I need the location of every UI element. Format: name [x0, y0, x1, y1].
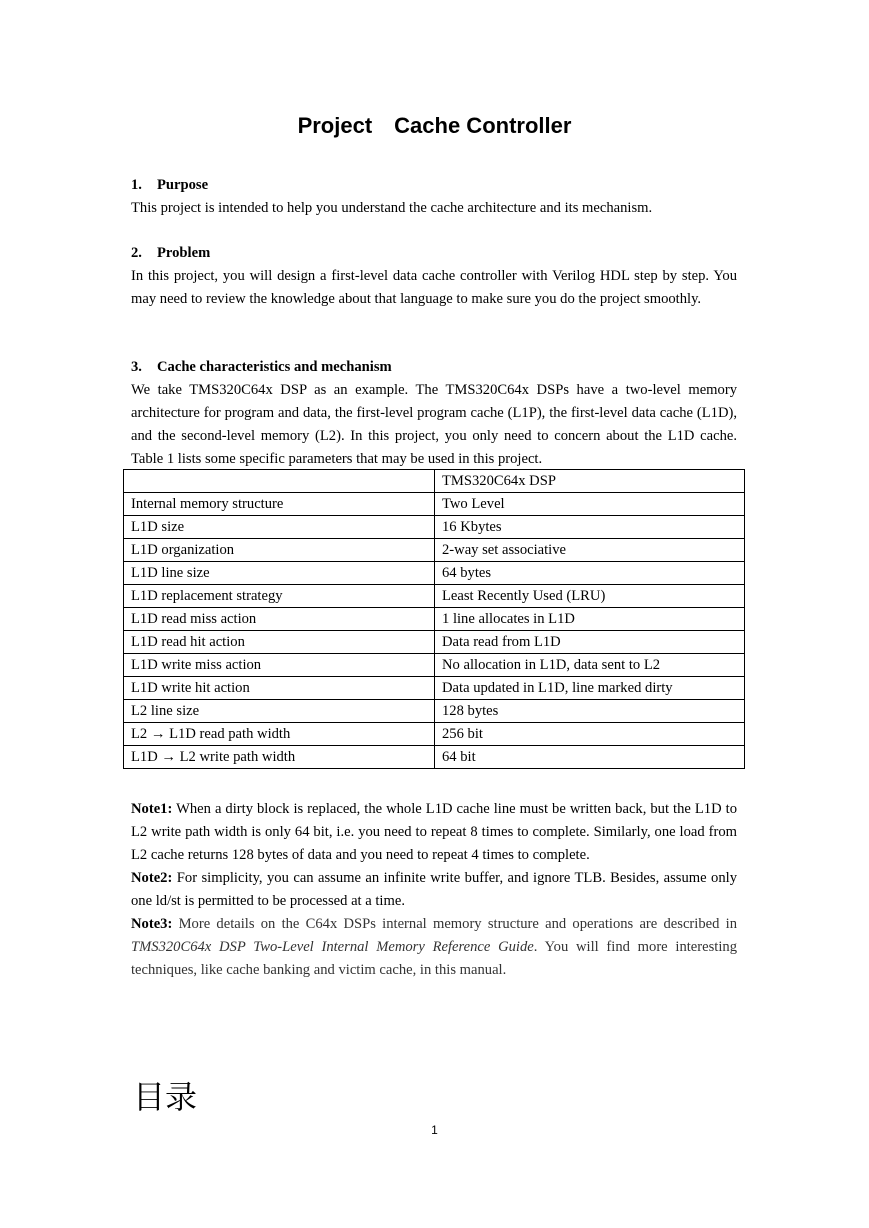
table-cell: L1D replacement strategy: [124, 585, 435, 608]
section-cache-characteristics: [131, 356, 737, 471]
table-header-row: [124, 470, 745, 493]
table-cell: 64 bit: [435, 746, 745, 769]
table-row: [124, 631, 745, 654]
table-cell: L1D write miss action: [124, 654, 435, 677]
table-cell: L1D read hit action: [124, 631, 435, 654]
page-number: 1: [431, 1123, 438, 1137]
table-cell: Data read from L1D: [435, 631, 745, 654]
table-cell: Least Recently Used (LRU): [435, 585, 745, 608]
table-cell: 2-way set associative: [435, 539, 745, 562]
toc-heading: 目录: [133, 1078, 198, 1116]
table-cell: L1D size: [124, 516, 435, 539]
table-row: [124, 608, 745, 631]
title-part-2: Cache Controller: [394, 113, 572, 138]
title-part-1: Project: [297, 113, 373, 138]
table-row: [124, 539, 745, 562]
table-cell: 16 Kbytes: [435, 516, 745, 539]
table-cell: Data updated in L1D, line marked dirty: [435, 677, 745, 700]
table-cell: 256 bit: [435, 723, 745, 746]
table-row: [124, 654, 745, 677]
page-title: [0, 113, 869, 139]
table-cell: L1D → L2 write path width: [124, 746, 435, 769]
table-cell: L1D organization: [124, 539, 435, 562]
reference-guide-title: TMS320C64x DSP Two-Level Internal Memory Reference Guide: [131, 939, 534, 955]
section-purpose: [131, 174, 737, 220]
parameters-table: [123, 469, 745, 769]
table-cell: No allocation in L1D, data sent to L2: [435, 654, 745, 677]
note-3: Note3: More details on the C64x DSPs internal memory structure and operations are described in TMS320C64x DSP Two-Level Internal Memory Reference Guide. You will find more interesting techniques, like cache banking and victim cache, in this manual.: [131, 916, 737, 978]
table-cell: [124, 470, 435, 493]
note-2: Note2: For simplicity, you can assume an infinite write buffer, and ignore TLB. Besides, assume only one ld/st is permitted to be processed at a time.: [131, 870, 737, 909]
section-text: We take TMS320C64x DSP as an example. The TMS320C64x DSPs have a two-level memory architecture for program and data, the first-level program cache (L1P), the first-level data cache (L1D), and the second-level memory (L2). In this project, you only need to concern about the L1D cache. Table 1 lists some specific parameters that may be used in this project.: [131, 382, 737, 467]
table-cell: L2 line size: [124, 700, 435, 723]
table-cell: Internal memory structure: [124, 493, 435, 516]
table-cell: 64 bytes: [435, 562, 745, 585]
table-row: [124, 516, 745, 539]
table-cell: Two Level: [435, 493, 745, 516]
table-cell: L1D write hit action: [124, 677, 435, 700]
table-row: [124, 746, 745, 769]
table-cell: TMS320C64x DSP: [435, 470, 745, 493]
section-text: In this project, you will design a first-level data cache controller with Verilog HDL step by step. You may need to review the knowledge about that language to make sure you do the project smoothly.: [131, 268, 737, 307]
table-row: [124, 700, 745, 723]
section-heading: 1. Purpose: [131, 177, 209, 193]
section-heading: 3. Cache characteristics and mechanism: [131, 359, 392, 375]
notes-block: [131, 798, 737, 982]
section-text: This project is intended to help you understand the cache architecture and its mechanism.: [131, 200, 653, 216]
table-cell: L2 → L1D read path width: [124, 723, 435, 746]
section-problem: [131, 242, 737, 311]
note-1: Note1: When a dirty block is replaced, the whole L1D cache line must be written back, but the L1D to L2 write path width is only 64 bit, i.e. you need to repeat 8 times to complete. Similarly, one load from L2 cache returns 128 bytes of data and you need to repeat 4 times to complete.: [131, 801, 737, 863]
table-cell: L1D line size: [124, 562, 435, 585]
table-cell: 1 line allocates in L1D: [435, 608, 745, 631]
table-row: [124, 677, 745, 700]
table-cell: L1D read miss action: [124, 608, 435, 631]
table-row: [124, 493, 745, 516]
table-row: [124, 562, 745, 585]
table-row: [124, 585, 745, 608]
section-heading: 2. Problem: [131, 245, 211, 261]
table-row: [124, 723, 745, 746]
table-cell: 128 bytes: [435, 700, 745, 723]
